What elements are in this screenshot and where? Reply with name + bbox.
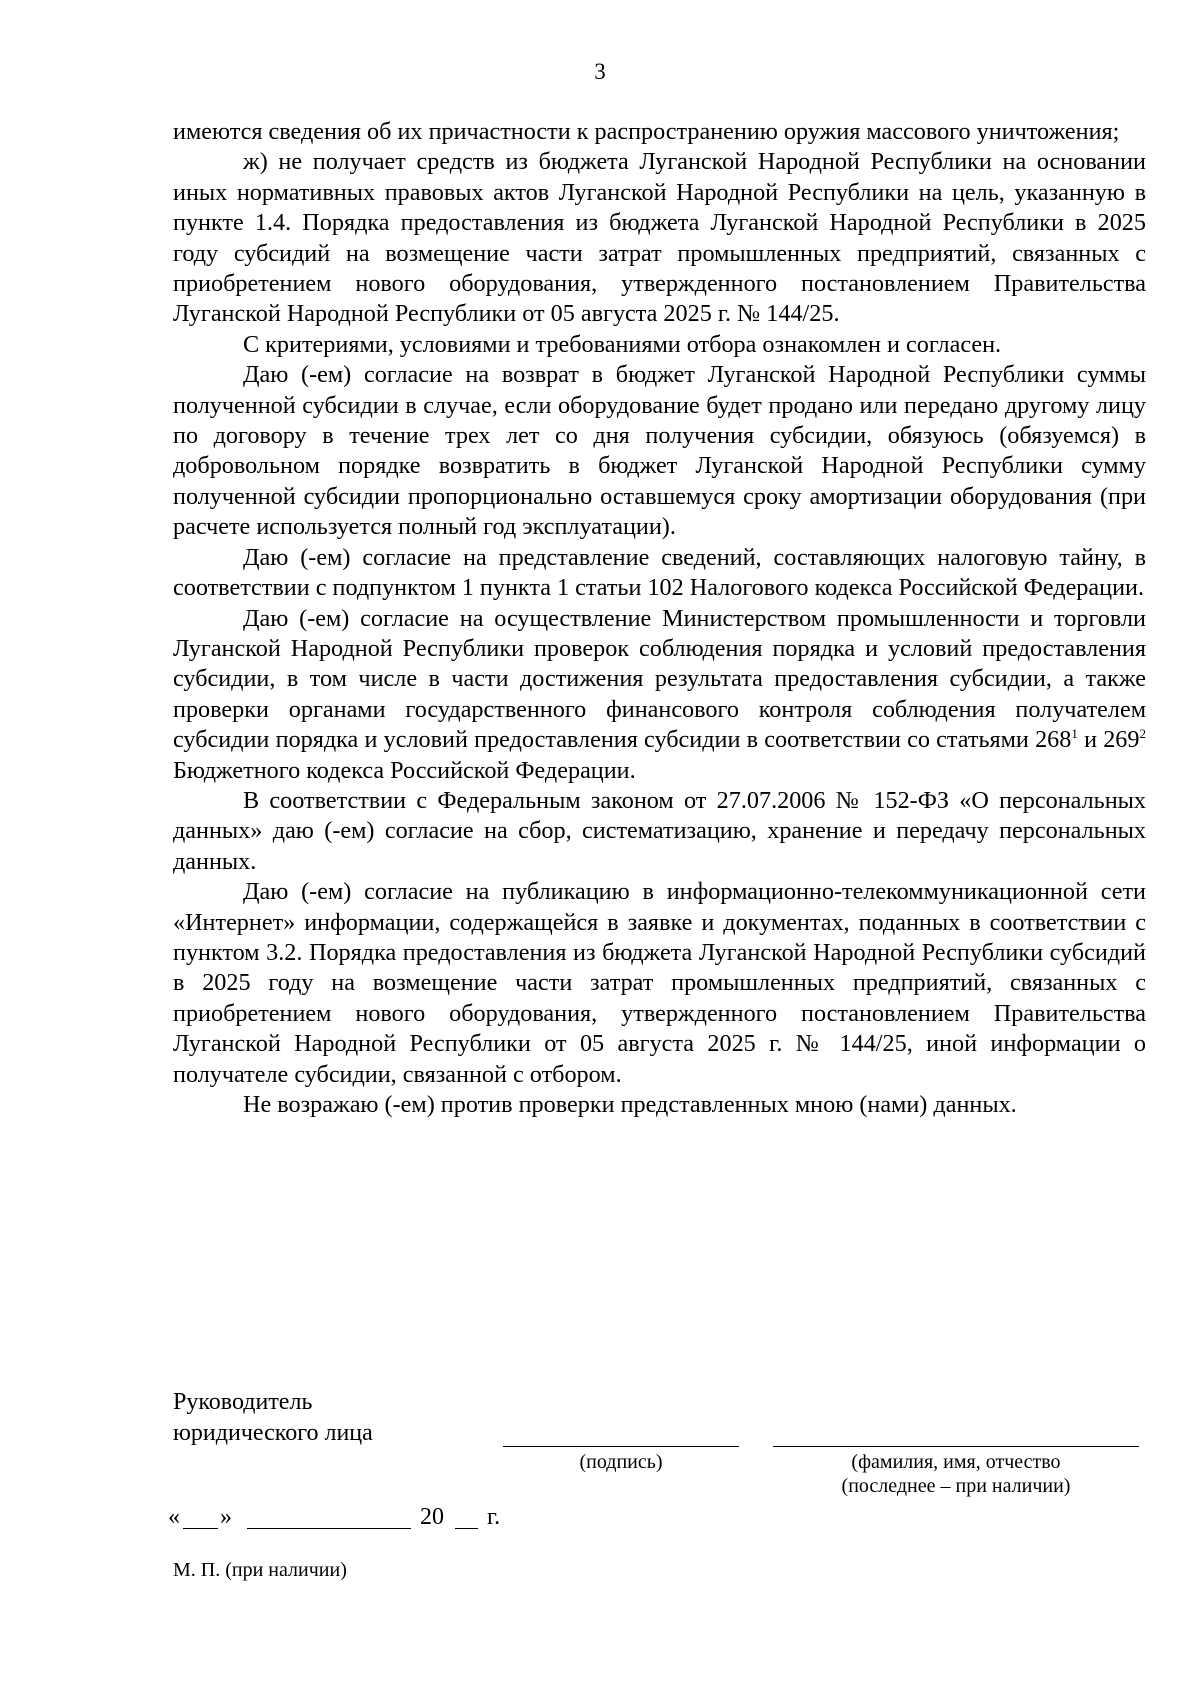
signatory-role-line2: юридического лица bbox=[173, 1420, 373, 1446]
paragraph-inspection-consent bbox=[173, 604, 1146, 786]
paragraph-refund-consent: Даю (-ем) согласие на возврат в бюджет Луганской Народной Республики суммы полученной субсидии в случае, если оборудование будет продано или передано другому лицу по договору в течение трех лет со дня получения субсидии, обязуюсь (обязуемся) в добровольном порядке возвратить в бюджет Луганской Народной Республики сумму полученной субсидии пропорционально оставшемуся сроку амортизации оборудования (при расчете используется полный год эксплуатации). bbox=[173, 361, 1146, 541]
date-year-suffix: г. bbox=[487, 1504, 501, 1530]
paragraph-personal-data-consent: В соответствии с Федеральным законом от 27.07.2006 № 152-ФЗ «О персональных данных» даю (-ем) согласие на сбор, систематизацию, хранение и передачу персональных данных. bbox=[173, 786, 1146, 875]
budget-text-before: Даю (-ем) согласие на осуществление Министерством промышленности и торговли Луганской Народной Республики проверок соблюдения порядка и условий предоставления субсидии, в том числе в части достижения результата предоставления субсидии, а также проверки органами государственного финансового контроля соблюдения получателем субсидии порядка и условий предоставления субсидии в соответствии со статьями 268 bbox=[173, 604, 1146, 754]
budget-text-after: Бюджетного кодекса Российской Федерации. bbox=[173, 756, 636, 784]
budget-text-middle: и 269 bbox=[1077, 726, 1140, 754]
paragraph-tax-secret-consent: Даю (-ем) согласие на представление сведений, составляющих налоговую тайну, в соответствии с подпунктом 1 пункта 1 статьи 102 Налогового кодекса Российской Федерации. bbox=[173, 543, 1146, 602]
date-close-quote: » bbox=[220, 1504, 232, 1530]
page-number: 3 bbox=[594, 59, 606, 84]
date-open-quote: « bbox=[168, 1504, 180, 1530]
paragraph-continuation: имеются сведения об их причастности к распространению оружия массового уничтожения; bbox=[173, 118, 1120, 145]
full-name-line[interactable] bbox=[773, 1446, 1139, 1447]
date-month-line[interactable] bbox=[247, 1528, 411, 1529]
superscript-1: 1 bbox=[1071, 726, 1078, 742]
full-name-caption-line1: (фамилия, имя, отчество bbox=[851, 1451, 1061, 1473]
paragraph-publication-consent: Даю (-ем) согласие на публикацию в информационно-телекоммуникационной сети «Интернет» информации, содержащейся в заявке и документах, поданных в соответствии с пунктом 3.2. Порядка предоставления из бюджета Луганской Народной Республики субсидий в 2025 году на возмещение части затрат промышленных предприятий, связанных с приобретением нового оборудования, утвержденного постановлением Правительства Луганской Народной Республики от 05 августа 2025 г. № 144/25, иной информации о получателе субсидии, связанной с отбором. bbox=[173, 878, 1146, 1088]
signature-line[interactable] bbox=[503, 1446, 739, 1447]
paragraph-item-zh: ж) не получает средств из бюджета Луганской Народной Республики на основании иных нормативных правовых актов Луганской Народной Республики на цель, указанную в пункте 1.4. Порядка предоставления из бюджета Луганской Народной Республики в 2025 году субсидий на возмещение части затрат промышленных предприятий, связанных с приобретением нового оборудования, утвержденного постановлением Правительства Луганской Народной Республики от 05 августа 2025 г. № 144/25. bbox=[173, 148, 1146, 328]
stamp-note: М. П. (при наличии) bbox=[173, 1559, 347, 1581]
date-day-line[interactable] bbox=[183, 1528, 218, 1529]
date-year-prefix: 20 bbox=[420, 1504, 444, 1530]
document-body bbox=[173, 117, 1146, 1120]
signatory-role-line1: Руководитель bbox=[173, 1389, 313, 1415]
full-name-caption-line2: (последнее – при наличии) bbox=[841, 1475, 1071, 1497]
superscript-2: 2 bbox=[1139, 726, 1146, 742]
paragraph-criteria: С критериями, условиями и требованиями отбора ознакомлен и согласен. bbox=[243, 330, 1002, 358]
date-year-line[interactable] bbox=[455, 1528, 478, 1529]
signature-caption: (подпись) bbox=[579, 1451, 663, 1473]
paragraph-verification: Не возражаю (-ем) против проверки представленных мною (нами) данных. bbox=[243, 1091, 1017, 1118]
